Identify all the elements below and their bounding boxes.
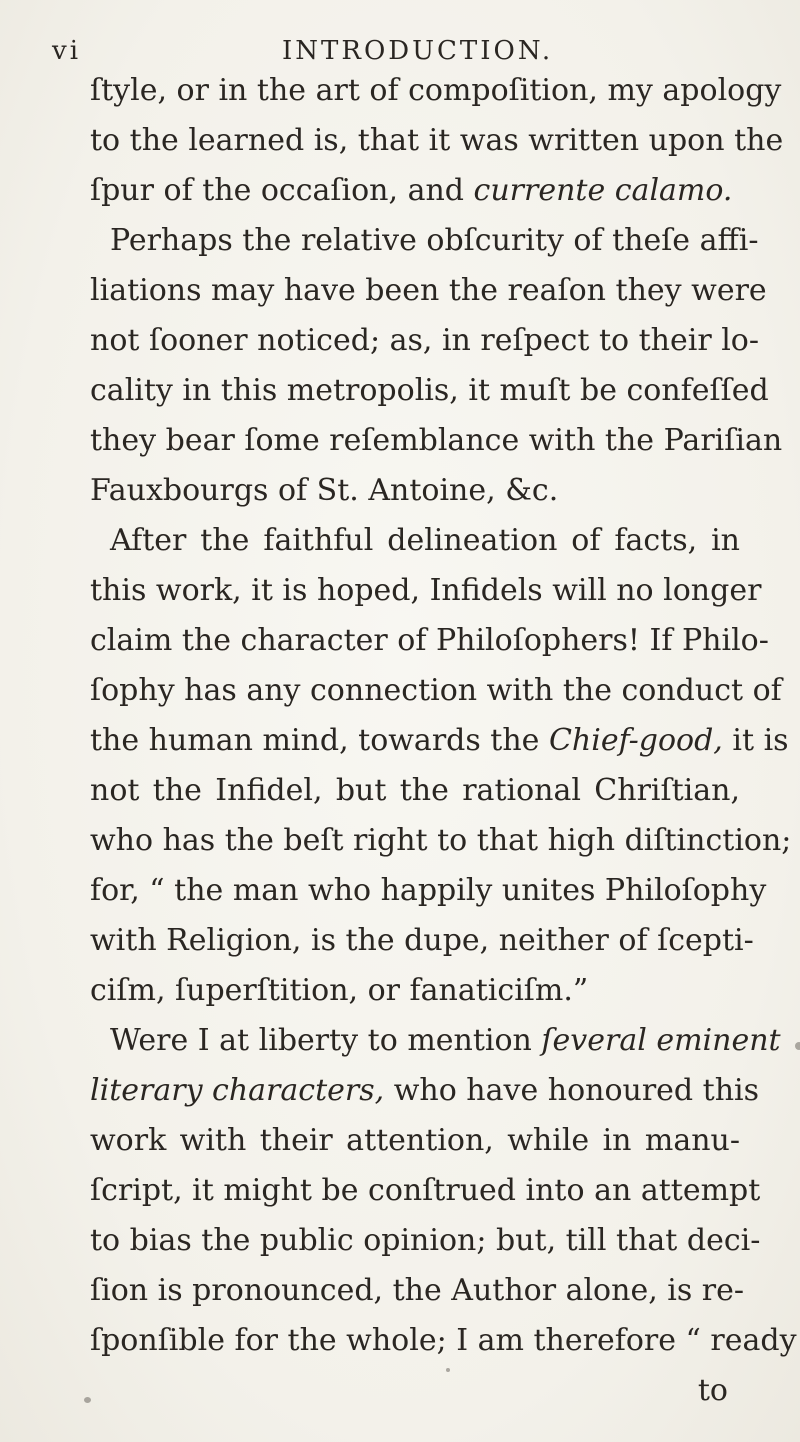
text-segment: not ſooner noticed; as, in reſpect to their lo- xyxy=(90,323,759,358)
paper-speck xyxy=(84,1397,91,1403)
text-segment: they bear ſome reſemblance with the Pariſian xyxy=(90,423,783,458)
text-line xyxy=(90,216,759,266)
text-line xyxy=(90,316,759,366)
text-segment: who has the beſt right to that high diſtinction; xyxy=(90,823,792,858)
text-line xyxy=(90,1066,760,1116)
text-line xyxy=(90,1366,740,1416)
text-line xyxy=(90,1216,761,1266)
text-segment: who have honoured this xyxy=(384,1073,760,1108)
text-segment: cality in this metropolis, it muſt be confeſſed xyxy=(90,373,769,408)
page-number: vi xyxy=(52,36,82,66)
text-segment: After the faithful delineation of facts, in xyxy=(110,523,740,558)
text-line xyxy=(90,716,789,766)
text-segment: ſion is pronounced, the Author alone, is re- xyxy=(90,1273,745,1308)
text-line xyxy=(90,916,754,966)
text-segment: ſcript, it might be conſtrued into an attempt xyxy=(90,1173,761,1208)
text-line xyxy=(90,66,782,116)
text-segment: ſponſible for the whole; I am therefore “ ready xyxy=(90,1323,797,1358)
italic-text: ſeveral eminent xyxy=(541,1023,781,1058)
running-head: INTRODUCTION. xyxy=(282,36,554,66)
text-segment: ciſm, ſuperſtition, or fanaticiſm.” xyxy=(90,973,589,1008)
text-segment: not the Infidel, but the rational Chriſtian, xyxy=(90,773,740,808)
text-segment: ſtyle, or in the art of compoſition, my apology xyxy=(90,73,782,108)
text-segment: to the learned is, that it was written upon the xyxy=(90,123,784,158)
text-line xyxy=(90,816,792,866)
text-line xyxy=(90,766,740,816)
italic-text: Chief-good, xyxy=(548,723,723,758)
italic-text: currente calamo. xyxy=(473,173,733,208)
text-segment: to bias the public opinion; but, till that deci- xyxy=(90,1223,761,1258)
text-segment: Perhaps the relative obſcurity of theſe affi- xyxy=(110,223,759,258)
text-segment: with Religion, is the dupe, neither of ſcepti- xyxy=(90,923,754,958)
text-line xyxy=(90,366,769,416)
text-segment: the human mind, towards the xyxy=(90,723,549,758)
text-line xyxy=(90,966,740,1016)
text-line xyxy=(90,1166,761,1216)
paper-speck xyxy=(795,1042,800,1050)
text-segment: ſophy has any connection with the conduct of xyxy=(90,673,782,708)
text-segment: liations may have been the reaſon they were xyxy=(90,273,767,308)
text-segment: Fauxbourgs of St. Antoine, &c. xyxy=(90,473,559,508)
text-line xyxy=(90,666,782,716)
text-line xyxy=(90,266,767,316)
text-segment: ſpur of the occaſion, and xyxy=(90,173,474,208)
text-line xyxy=(90,1266,745,1316)
text-line xyxy=(90,1016,781,1066)
text-line xyxy=(90,416,783,466)
text-line xyxy=(90,466,740,516)
text-segment: work with their attention, while in manu- xyxy=(90,1123,740,1158)
italic-text: literary characters, xyxy=(90,1073,385,1108)
text-line xyxy=(90,1116,740,1166)
text-line xyxy=(90,1316,797,1366)
text-line xyxy=(90,166,740,216)
text-segment: to xyxy=(697,1373,728,1408)
page-header xyxy=(52,30,672,70)
text-segment: this work, it is hoped, Infidels will no longer xyxy=(90,573,762,608)
text-segment: it is xyxy=(722,723,789,758)
text-line xyxy=(90,866,767,916)
text-segment: for, “ the man who happily unites Philoſophy xyxy=(90,873,767,908)
body-text xyxy=(90,66,797,1416)
text-segment: claim the character of Philoſophers! If Philo- xyxy=(90,623,769,658)
text-line xyxy=(90,616,769,666)
text-line xyxy=(90,566,762,616)
text-segment: Were I at liberty to mention xyxy=(110,1023,542,1058)
text-line xyxy=(90,116,784,166)
paper-speck xyxy=(446,1368,450,1372)
text-line xyxy=(90,516,740,566)
